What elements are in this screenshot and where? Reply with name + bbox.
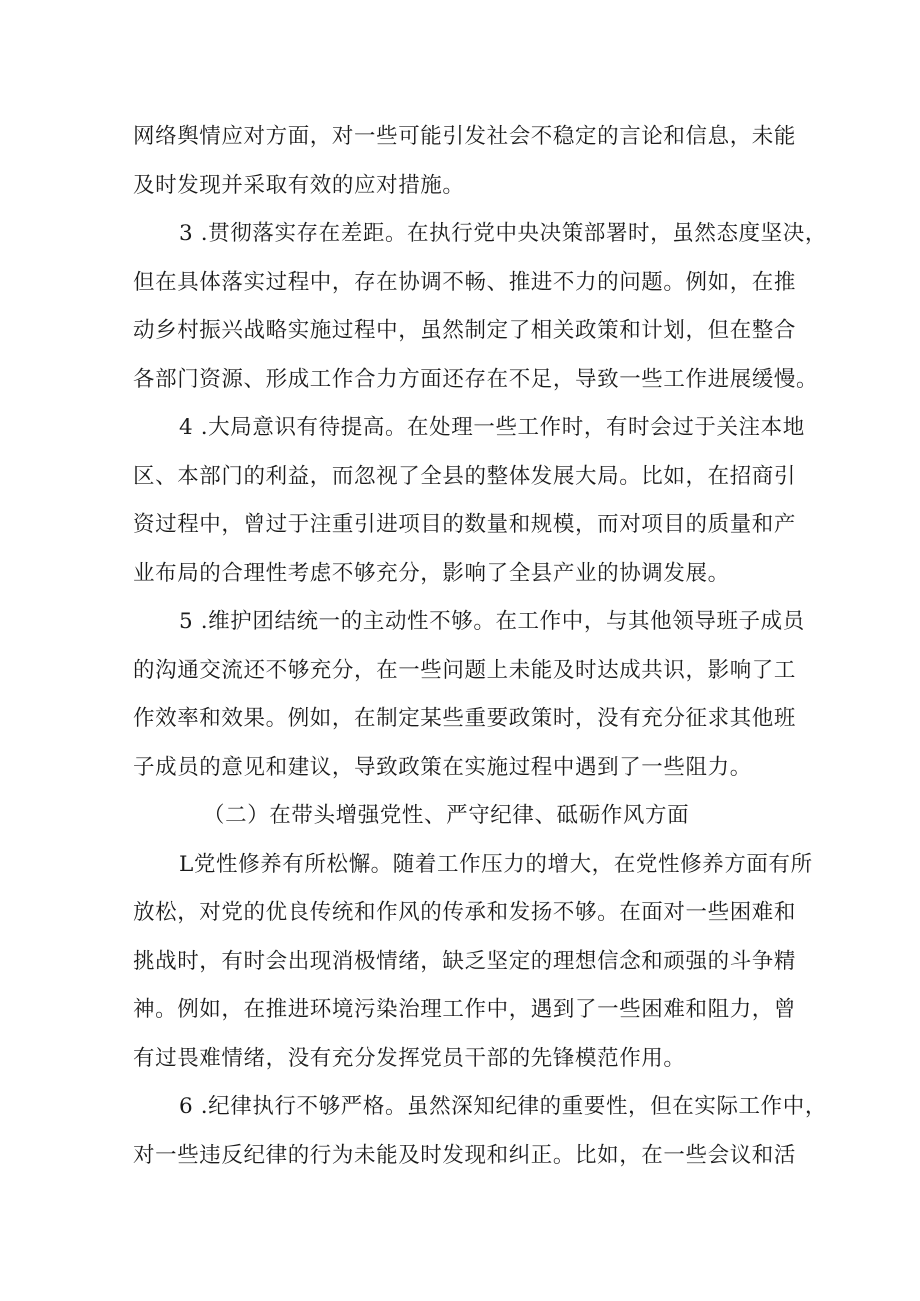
text-line: 但在具体落实过程中，存在协调不畅、推进不力的问题。例如，在推: [133, 269, 797, 295]
text-line: 动乡村振兴战略实施过程中，虽然制定了相关政策和计划，但在整合: [133, 318, 797, 343]
text-line: 的沟通交流还不够充分，在一些问题上未能及时达成共识，影响了工: [133, 657, 797, 683]
text-line: 子成员的意见和建议，导致政策在实施过程中遇到了一些阻力。: [133, 754, 752, 780]
paragraph-start-5: 5 .维护团结统一的主动性不够。在工作中，与其他领导班子成员: [179, 609, 805, 634]
text-line: 放松，对党的优良传统和作风的传承和发扬不够。在面对一些困难和: [133, 900, 797, 925]
paragraph-start-6: 6 .纪律执行不够严格。虽然深知纪律的重要性，但在实际工作中，: [179, 1094, 827, 1119]
text-line: 业布局的合理性考虑不够充分，影响了全县产业的协调发展。: [133, 560, 730, 586]
text-line: 有过畏难情绪，没有充分发挥党员干部的先锋模范作用。: [133, 1045, 686, 1071]
paragraph-start-3: 3 .贯彻落实存在差距。在执行党中央决策部署时，虽然态度坚决，: [179, 221, 827, 246]
text-line: 及时发现并采取有效的应对措施。: [133, 172, 465, 198]
section-heading: （二）在带头增强党性、严守纪律、砥砺作风方面: [203, 803, 690, 828]
text-line: 挑战时，有时会出现消极情绪，缺乏坚定的理想信念和顽强的斗争精: [133, 948, 797, 974]
text-line: 各部门资源、形成工作合力方面还存在不足，导致一些工作进展缓慢。: [133, 366, 819, 392]
paragraph-start-4: 4 .大局意识有待提高。在处理一些工作时，有时会过于关注本地: [179, 415, 805, 440]
text-line: 资过程中，曾过于注重引进项目的数量和规模，而对项目的质量和产: [133, 512, 797, 537]
text-line: 作效率和效果。例如，在制定某些重要政策时，没有充分征求其他班: [133, 706, 797, 731]
paragraph-start-1: L党性修养有所松懈。随着工作压力的增大，在党性修养方面有所: [179, 851, 813, 877]
text-line: 网络舆情应对方面，对一些可能引发社会不稳定的言论和信息，未能: [133, 124, 797, 149]
text-line: 对一些违反纪律的行为未能及时发现和纠正。比如，在一些会议和活: [133, 1142, 797, 1168]
text-line: 区、本部门的利益，而忽视了全县的整体发展大局。比如，在招商引: [133, 463, 797, 489]
text-line: 神。例如，在推进环境污染治理工作中，遇到了一些困难和阻力，曾: [133, 997, 797, 1022]
document-body: [133, 113, 827, 1180]
